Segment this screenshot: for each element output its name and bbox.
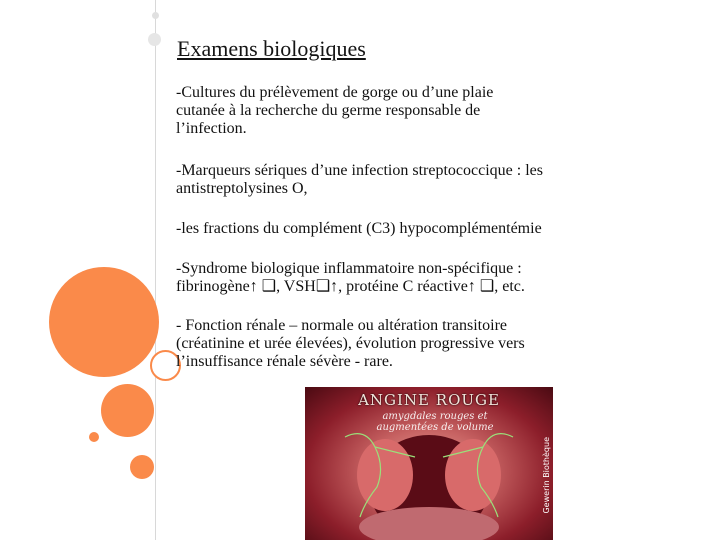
paragraph-line: -Syndrome biologique inflammatoire non-spécifique : (176, 260, 522, 277)
slide-title: Examens biologiques (177, 36, 366, 61)
paragraph-line: l’insuffisance rénale sévère - rare. (176, 353, 393, 370)
paragraph-complement (176, 220, 696, 238)
decor-circle-tiny (89, 432, 99, 442)
decor-circle-small-top (152, 12, 159, 19)
photo-title: ANGINE ROUGE (358, 391, 500, 409)
angine-rouge-photo (305, 387, 553, 540)
throat-illustration (305, 387, 553, 540)
decor-circle-top (148, 33, 161, 46)
paragraph-line: -Marqueurs sériques d’une infection streptococcique : les (176, 162, 543, 179)
photo-credit: Gewerin Biothèque (542, 437, 551, 514)
paragraph-line: l’infection. (176, 120, 247, 137)
paragraph-line: (créatinine et urée élevées), évolution progressive vers (176, 335, 525, 352)
decor-circle-medium (101, 384, 154, 437)
paragraph-line: -les fractions du complément (C3) hypocomplémentémie (176, 220, 542, 237)
paragraph-line: antistreptolysines O, (176, 180, 308, 197)
paragraph-cultures (176, 84, 696, 138)
photo-caption-line: amygdales rouges et (382, 411, 488, 422)
paragraph-line: fibrinogène↑ ❑, VSH❑↑, protéine C réactive↑ ❑, etc. (176, 278, 525, 295)
paragraph-line: - Fonction rénale – normale ou altération transitoire (176, 317, 507, 334)
photo-caption-line: augmentées de volume (376, 422, 494, 433)
paragraph-line: cutanée à la recherche du germe responsable de (176, 102, 481, 119)
paragraph-fonction-renale (176, 317, 696, 371)
photo-caption (335, 411, 535, 433)
decor-circle-low (130, 455, 154, 479)
decor-circle-large (49, 267, 159, 377)
paragraph-syndrome (176, 260, 696, 296)
paragraph-line: -Cultures du prélèvement de gorge ou d’une plaie (176, 84, 494, 101)
decor-vertical-line (155, 0, 156, 540)
paragraph-marqueurs (176, 162, 696, 198)
